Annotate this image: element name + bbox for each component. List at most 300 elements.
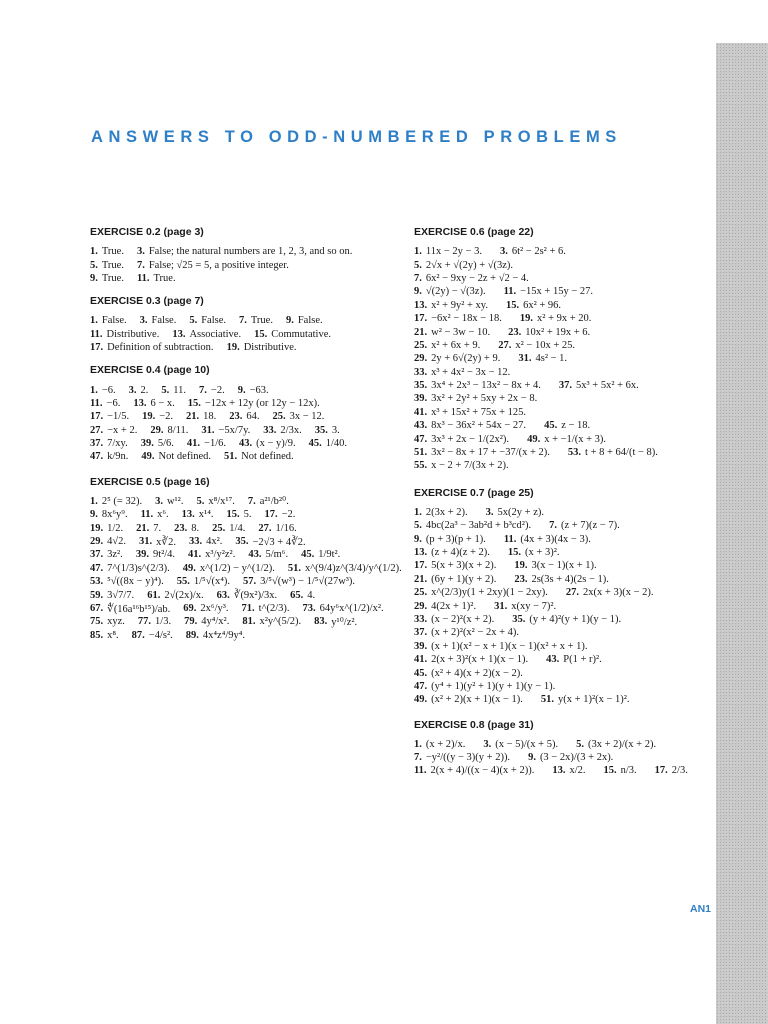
answer-text: Commutative.: [271, 328, 332, 340]
answer-text: (x + 1)(x² − x + 1)(x − 1)(x² + x + 1).: [431, 640, 588, 652]
problem-number: 29.: [414, 353, 428, 365]
answer-item: [226, 509, 251, 520]
answer-item: [303, 603, 384, 614]
problem-number: 23.: [514, 573, 528, 585]
answer-text: xyz.: [107, 616, 125, 628]
answer-item: [238, 385, 269, 396]
problem-number: 87.: [131, 629, 145, 641]
problem-number: 33.: [414, 366, 428, 378]
answer-text: x∛2.: [156, 536, 176, 548]
answer-item: [182, 509, 214, 520]
answer-item: [141, 438, 174, 449]
answer-text: a²¹/b²⁰.: [259, 496, 289, 508]
answer-line: [414, 586, 719, 599]
answer-item: [414, 627, 519, 638]
answer-item: [147, 590, 203, 601]
problem-number: 11.: [503, 286, 517, 298]
problem-number: 15.: [226, 509, 240, 521]
answer-text: 2(x + 4)/((x − 4)(x + 2)).: [430, 765, 535, 777]
problem-number: 11.: [414, 765, 427, 777]
answer-line: [414, 599, 719, 612]
answer-item: [90, 509, 128, 520]
exercise-heading: EXERCISE 0.3 (page 7): [90, 295, 204, 308]
problem-number: 55.: [176, 576, 190, 588]
answer-text: Distributive.: [106, 328, 160, 340]
problem-number: 17.: [414, 560, 428, 572]
answer-text: 3x³ + 2x − 1/(2x²).: [431, 433, 510, 445]
problem-number: 3.: [136, 246, 145, 258]
problem-number: 17.: [90, 411, 104, 423]
exercise-heading: EXERCISE 0.7 (page 25): [414, 486, 534, 499]
answer-text: −1/6.: [204, 438, 227, 450]
answer-line: [414, 519, 719, 532]
answer-text: 6x² − 9xy − 2z + √2 − 4.: [425, 272, 529, 284]
answer-item: [527, 434, 606, 445]
answer-line: [414, 258, 719, 271]
problem-number: 35.: [414, 380, 428, 392]
exercise-section: [90, 226, 395, 285]
answer-text: 6 − x.: [150, 397, 175, 409]
problem-number: 11.: [503, 533, 517, 545]
answer-item: [254, 329, 331, 340]
answer-item: [414, 739, 465, 750]
answer-item: [90, 549, 123, 560]
problem-number: 27.: [90, 424, 104, 436]
answer-item: [414, 273, 529, 284]
answer-text: False; √25 = 5, a positive integer.: [148, 259, 289, 271]
answer-list: [90, 495, 402, 642]
answer-text: n/3.: [620, 765, 637, 777]
answer-text: 64.: [246, 411, 260, 423]
answer-list: [90, 383, 395, 463]
answer-item: [90, 385, 116, 396]
answer-item: [414, 286, 486, 297]
answer-line: [90, 245, 395, 258]
answer-text: 2x(x + 3)(x − 2).: [583, 587, 654, 599]
answer-item: [243, 576, 355, 587]
page-number: AN1: [690, 903, 712, 915]
answer-item: [90, 438, 128, 449]
answer-text: (y⁴ + 1)(y² + 1)(y + 1)(y − 1).: [431, 680, 556, 692]
answer-item: [273, 411, 325, 422]
problem-number: 29.: [414, 600, 428, 612]
answer-text: 4.: [307, 589, 316, 601]
answer-text: 2.: [140, 384, 149, 396]
answer-item: [212, 523, 245, 534]
answer-text: (x − 2)²(x + 2).: [431, 613, 495, 625]
problem-number: 21.: [186, 411, 200, 423]
answer-text: 1/2.: [107, 522, 124, 534]
answer-text: 2x⁶/y³.: [200, 603, 229, 614]
answer-text: x³ + 4x² − 3x − 12.: [431, 366, 511, 378]
problem-number: 23.: [229, 411, 243, 423]
answer-item: [414, 614, 494, 625]
answer-item: [188, 549, 235, 560]
answer-line: [414, 640, 719, 653]
problem-number: 31.: [139, 536, 153, 548]
answer-item: [314, 616, 357, 628]
problem-number: 15.: [254, 328, 268, 340]
answer-text: 1/3.: [155, 616, 172, 628]
problem-number: 51.: [287, 562, 301, 574]
answer-item: [500, 246, 566, 257]
problem-number: 11.: [90, 397, 103, 409]
problem-number: 1.: [90, 384, 98, 396]
answer-item: [189, 536, 222, 547]
problem-number: 53.: [90, 576, 104, 588]
answer-item: [514, 574, 609, 585]
answer-item: [506, 300, 561, 311]
answer-item: [174, 523, 199, 534]
answer-line: [90, 328, 395, 341]
problem-number: 47.: [90, 451, 104, 463]
answer-text: −6.: [106, 397, 121, 409]
answer-item: [90, 576, 164, 587]
answer-text: False.: [201, 315, 227, 327]
answer-text: 3x − 12.: [289, 411, 325, 423]
answer-item: [90, 273, 124, 284]
answer-text: 2√x + √(2y) + √(3z).: [425, 259, 514, 271]
answer-item: [90, 603, 170, 615]
answer-text: (x − y)/9.: [256, 438, 296, 450]
exercise-section: [90, 475, 402, 642]
exercise-heading: EXERCISE 0.2 (page 3): [90, 226, 204, 238]
answer-line: [414, 432, 719, 445]
problem-number: 51.: [224, 451, 238, 463]
answer-text: −1/5.: [107, 411, 130, 423]
problem-number: 49.: [527, 433, 541, 445]
answer-text: 10x² + 19x + 6.: [525, 326, 591, 338]
problem-number: 23.: [508, 326, 522, 338]
problem-number: 65.: [290, 589, 304, 601]
problem-number: 53.: [567, 447, 582, 459]
answer-item: [414, 681, 555, 692]
answer-item: [414, 765, 534, 776]
problem-number: 9.: [528, 752, 536, 764]
answer-line: [90, 437, 395, 450]
answer-text: 6x² + 96.: [523, 299, 562, 311]
answer-line: [90, 424, 395, 437]
problem-number: 5.: [196, 495, 205, 507]
problem-number: 47.: [414, 680, 428, 692]
answer-text: −x + 2.: [107, 424, 138, 436]
problem-number: 17.: [264, 509, 278, 521]
answer-item: [301, 549, 340, 560]
answer-text: (3x + 2)/(x + 2).: [587, 738, 657, 750]
problem-number: 17.: [654, 765, 668, 777]
problem-number: 49.: [414, 694, 428, 706]
answer-text: x³/y²z².: [205, 549, 236, 561]
problem-number: 13.: [181, 509, 195, 521]
answer-text: Not defined.: [241, 451, 294, 463]
answer-item: [504, 286, 593, 297]
answer-line: [414, 285, 719, 298]
answer-item: [504, 534, 591, 545]
answer-item: [414, 460, 509, 471]
answer-text: Definition of subtraction.: [107, 342, 214, 354]
answer-text: 6t² − 2s² + 6.: [511, 246, 566, 258]
answer-text: 4s² − 1.: [535, 353, 568, 365]
answer-text: (3 − 2x)/(3 + 2x).: [539, 752, 614, 764]
answer-item: [414, 547, 490, 558]
answer-line: [90, 383, 395, 396]
answer-text: 3x⁴ + 2x³ − 13x² − 8x + 4.: [431, 380, 541, 392]
answer-item: [414, 380, 541, 391]
answer-list: [414, 738, 719, 778]
answer-item: [242, 616, 301, 627]
answer-text: 9t²/4.: [152, 549, 176, 561]
problem-number: 11.: [90, 328, 103, 340]
answer-line: [414, 653, 719, 666]
answer-text: x² − 10x + 25.: [515, 339, 575, 351]
answer-item: [90, 563, 170, 574]
answer-text: 18.: [203, 411, 217, 423]
answer-text: 4x⁴z⁴/9y⁴.: [202, 629, 246, 641]
problem-number: 7.: [199, 384, 207, 396]
answer-text: 5x(2y + z).: [497, 506, 544, 518]
answer-line: [414, 680, 719, 693]
answer-text: x − 2 + 7/(3x + 2).: [431, 460, 509, 472]
answer-item: [414, 393, 537, 404]
problem-number: 19.: [142, 411, 156, 423]
answer-text: −63.: [249, 384, 269, 396]
answer-list: [90, 314, 395, 354]
answer-item: [486, 507, 544, 518]
problem-number: 71.: [241, 603, 255, 614]
problem-number: 37.: [90, 549, 104, 561]
answer-line: [90, 588, 395, 601]
answer-text: 5/m⁶.: [265, 549, 289, 561]
answer-text: 1/9t².: [318, 549, 341, 561]
answer-text: True.: [250, 315, 273, 327]
exercise-heading: EXERCISE 0.5 (page 16): [90, 475, 210, 488]
answer-item: [90, 260, 124, 271]
answer-text: −6.: [101, 384, 116, 396]
answer-item: [139, 536, 176, 548]
problem-number: 9.: [90, 509, 98, 521]
answer-item: [90, 315, 127, 326]
answer-item: [242, 603, 290, 614]
problem-number: 1.: [90, 495, 98, 507]
answer-line: [414, 419, 719, 432]
problem-number: 9.: [285, 315, 294, 327]
exercise-section: [90, 364, 395, 463]
problem-number: 5.: [576, 738, 584, 750]
answer-item: [239, 315, 273, 326]
answer-text: False.: [101, 315, 127, 327]
answer-item: [187, 438, 226, 449]
answer-text: x⁸/x¹⁷.: [208, 495, 235, 507]
problem-number: 5.: [90, 259, 98, 271]
problem-number: 43.: [546, 654, 560, 666]
problem-number: 9.: [237, 384, 246, 396]
answer-line: [90, 629, 395, 642]
answer-text: Distributive.: [243, 342, 297, 354]
answer-text: x(xy − 7)².: [511, 600, 557, 612]
answer-item: [184, 616, 229, 627]
answer-line: [90, 602, 395, 615]
problem-number: 15.: [507, 547, 522, 558]
answer-text: −2.: [281, 509, 296, 521]
answer-text: (x + 3)².: [525, 547, 560, 558]
problem-number: 39.: [414, 393, 428, 405]
answer-text: (x + 2)²(x² − 2x + 4).: [431, 627, 520, 639]
problem-number: 15.: [505, 299, 520, 311]
answer-text: 1/16.: [275, 522, 297, 534]
answer-text: Associative.: [189, 328, 242, 340]
answer-item: [518, 353, 567, 364]
answer-text: False.: [151, 315, 177, 327]
answer-text: x + −1/(x + 3).: [544, 433, 606, 445]
answer-item: [568, 447, 658, 458]
problem-number: 17.: [90, 342, 104, 354]
answer-text: True.: [101, 259, 124, 271]
answer-text: 3x² − 8x + 17 + −37/(x + 2).: [431, 447, 550, 459]
answer-text: 5(x + 3)(x + 2).: [431, 560, 497, 572]
answer-text: 8x⁶y⁹.: [101, 509, 128, 521]
problem-number: 83.: [314, 616, 328, 628]
answer-item: [576, 739, 656, 750]
answer-text: (x + 2)/x.: [425, 738, 466, 750]
answer-text: y¹⁰/z².: [331, 616, 358, 628]
answer-list: [90, 245, 395, 285]
answer-text: y(x + 1)²(x − 1)².: [558, 694, 630, 706]
problem-number: 35.: [235, 536, 249, 548]
answer-line: [90, 495, 395, 508]
problem-number: 33.: [414, 613, 428, 625]
answer-line: [414, 406, 719, 419]
problem-number: 69.: [183, 603, 197, 614]
answer-item: [414, 587, 548, 598]
answer-item: [414, 260, 513, 271]
answer-text: 3x² + 2y² + 5xy + 2x − 8.: [431, 393, 538, 405]
answer-item: [90, 425, 137, 436]
answer-text: x³ + 15x² + 75x + 125.: [431, 406, 527, 418]
answer-item: [414, 560, 496, 571]
problem-number: 13.: [133, 397, 147, 409]
answer-text: 7.: [153, 522, 162, 534]
problem-number: 7.: [549, 520, 557, 532]
problem-number: 43.: [248, 549, 262, 561]
answer-line: [414, 506, 719, 519]
answer-item: [90, 411, 129, 422]
answer-text: 5/6.: [157, 438, 174, 450]
answer-item: [90, 523, 123, 534]
answer-text: 1/4.: [229, 522, 246, 534]
answer-item: [150, 425, 188, 436]
answer-item: [239, 438, 296, 449]
answer-line: [414, 339, 719, 352]
problem-number: 39.: [414, 640, 428, 652]
problem-number: 13.: [414, 299, 428, 311]
answer-item: [414, 641, 588, 652]
answer-text: x¹⁴.: [198, 509, 214, 521]
answer-text: (4x + 3)(4x − 3).: [520, 533, 591, 545]
problem-number: 29.: [90, 536, 104, 548]
answer-text: P(1 + r)².: [563, 654, 602, 666]
problem-number: 21.: [414, 573, 428, 585]
answer-item: [90, 630, 119, 641]
problem-number: 61.: [147, 589, 161, 601]
answer-item: [258, 523, 296, 534]
answer-line: [414, 764, 719, 777]
answer-item: [217, 589, 278, 601]
problem-number: 3.: [485, 506, 494, 518]
answer-item: [414, 313, 502, 324]
answer-item: [90, 246, 124, 257]
answer-text: (p + 3)(p + 1).: [425, 533, 486, 545]
answer-text: x⁸.: [107, 629, 119, 641]
problem-number: 37.: [90, 438, 104, 450]
answer-item: [227, 342, 297, 353]
answer-item: [414, 246, 482, 257]
answer-text: True.: [101, 246, 124, 258]
answer-item: [177, 576, 230, 587]
exercise-heading: EXERCISE 0.8 (page 31): [414, 718, 534, 731]
problem-number: 57.: [243, 576, 257, 588]
problem-number: 3.: [483, 738, 492, 750]
problem-number: 47.: [414, 433, 428, 445]
problem-number: 7.: [136, 259, 145, 271]
answer-text: 4y⁴/x².: [201, 616, 230, 628]
problem-number: 45.: [308, 438, 322, 450]
answer-line: [414, 693, 719, 706]
answer-item: [414, 668, 523, 679]
problem-number: 37.: [414, 627, 428, 639]
answer-item: [414, 520, 531, 531]
problem-number: 13.: [414, 547, 428, 558]
answer-text: (x² + 2)(x + 1)(x − 1).: [431, 694, 523, 706]
answer-text: t^(2/3).: [258, 603, 290, 614]
answer-item: [183, 563, 275, 574]
problem-number: 41.: [188, 549, 202, 561]
problem-number: 1.: [90, 246, 98, 258]
answer-text: x² + 6x + 9.: [431, 339, 481, 351]
exercise-heading: EXERCISE 0.6 (page 22): [414, 226, 534, 238]
answer-text: −6x² − 18x − 18.: [431, 313, 502, 325]
problem-number: 31.: [201, 424, 215, 436]
answer-line: [414, 626, 719, 639]
answer-line: [90, 508, 395, 521]
answer-item: [414, 507, 468, 518]
answer-text: x^(1/2) − y^(1/2).: [199, 562, 275, 574]
answer-item: [90, 616, 125, 627]
problem-number: 51.: [540, 694, 555, 706]
answer-item: [90, 590, 134, 601]
answer-line: [90, 562, 402, 575]
problem-number: 7.: [414, 272, 422, 284]
problem-number: 51.: [414, 447, 428, 459]
answer-text: 11x − 2y − 3.: [425, 246, 482, 258]
problem-number: 43.: [239, 438, 253, 450]
answer-line: [414, 446, 719, 459]
problem-number: 19.: [226, 342, 240, 354]
answer-text: 4√2.: [107, 536, 127, 548]
answer-item: [414, 654, 528, 665]
problem-number: 25.: [414, 587, 428, 599]
problem-number: 19.: [90, 522, 104, 534]
problem-number: 25.: [414, 339, 428, 351]
answer-text: −2√3 + 4∛2.: [252, 536, 306, 548]
answer-line: [90, 272, 395, 285]
answer-text: x² + 9y² + xy.: [431, 299, 488, 311]
answer-item: [186, 411, 216, 422]
answer-item: [132, 630, 173, 641]
problem-number: 21.: [136, 522, 150, 534]
answer-item: [264, 509, 295, 520]
answer-text: x⁶.: [157, 509, 169, 521]
problem-number: 1.: [414, 506, 422, 518]
